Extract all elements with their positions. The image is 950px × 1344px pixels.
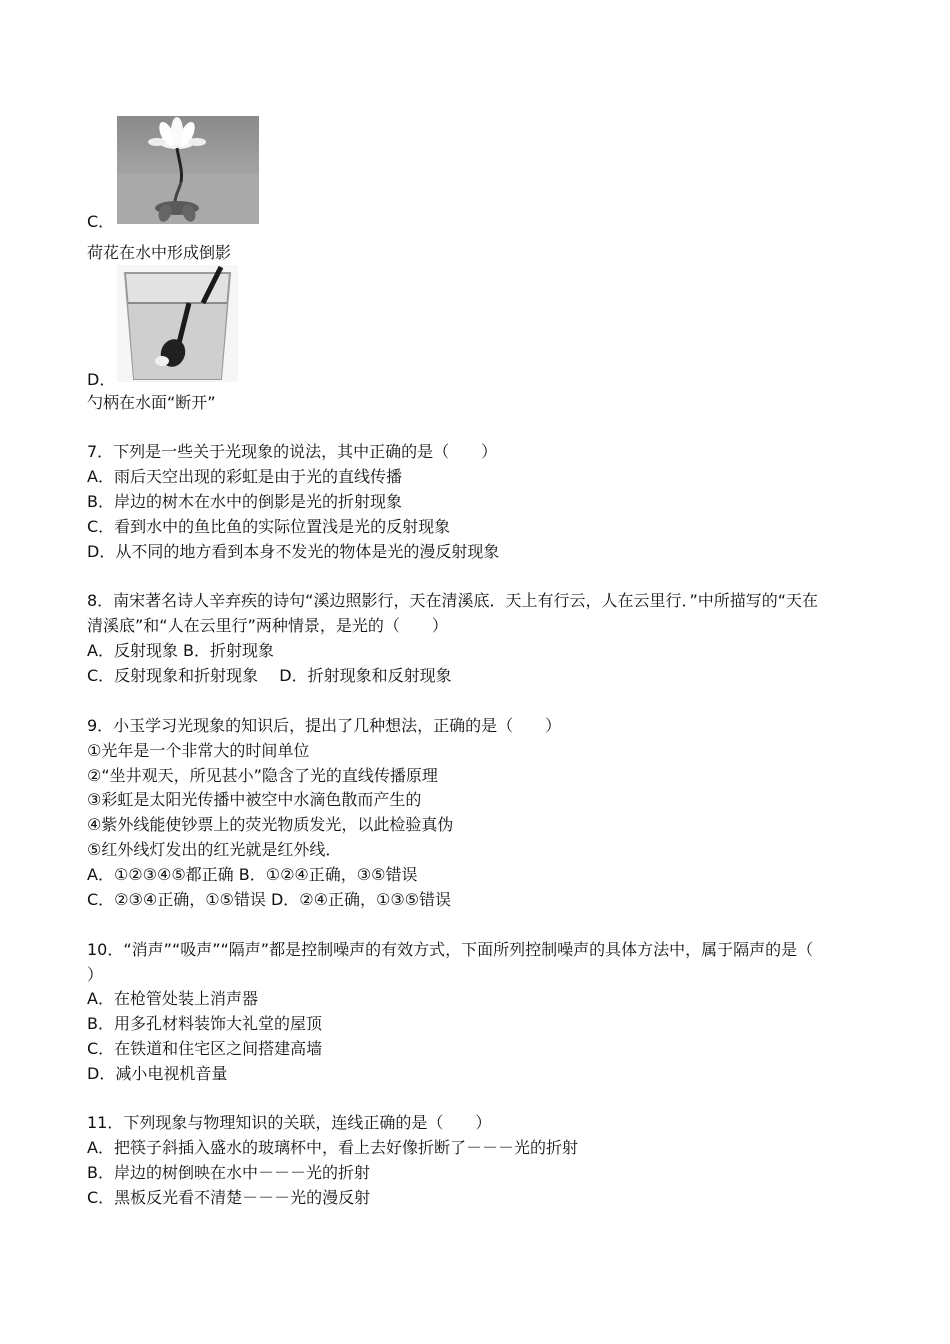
q11-stem: 11．下列现象与物理知识的关联，连线正确的是（ ） [87,1113,492,1132]
q9-options-cd: C．②③④正确，①⑤错误 D．②④正确，①③⑤错误 [87,890,452,909]
q9-statement-3: ③彩虹是太阳光传播中被空中水滴色散而产生的 [87,790,422,809]
q10-option-b: B．用多孔材料装饰大礼堂的屋顶 [87,1014,322,1033]
q9-statement-1: ①光年是一个非常大的时间单位 [87,741,310,760]
q7-stem: 7．下列是一些关于光现象的说法，其中正确的是（ ） [87,442,498,461]
lotus-reflection-image [117,116,259,224]
q9-statement-4: ④紫外线能使钞票上的荧光物质发光，以此检验真伪 [87,815,454,834]
q10-option-a: A．在枪管处装上消声器 [87,989,258,1008]
q7-option-b: B．岸边的树木在水中的倒影是光的折射现象 [87,492,402,511]
q9-statement-5: ⑤红外线灯发出的红光就是红外线． [87,840,342,859]
q9-statement-2: ②“坐井观天，所见甚小”隐含了光的直线传播原理 [87,766,438,785]
q7-option-d: D．从不同的地方看到本身不发光的物体是光的漫反射现象 [87,542,500,561]
q10-option-d: D．减小电视机音量 [87,1064,228,1083]
q10-stem-line2: ） [87,965,104,984]
q11-option-c: C．黑板反光看不清楚－－－光的漫反射 [87,1188,371,1207]
q10-stem-line1: 10．“消声”“吸声”“隔声”都是控制噪声的有效方式，下面所列控制噪声的具体方法中，属于隔声的是（ [87,940,814,959]
q8-stem-line2: 清溪底”和“人在云里行”两种情景，是光的（ ） [87,616,448,635]
option-d-label: D． [87,370,116,389]
q8-stem-line1: 8．南宋著名诗人辛弃疾的诗句“溪边照影行，天在清溪底．天上有行云，人在云里行．”中所描写的“天在 [87,591,819,610]
q8-options-ab: A．反射现象 B．折射现象 [87,641,275,660]
option-d-caption: 勺柄在水面“断开” [87,393,216,412]
q9-stem: 9．小玉学习光现象的知识后，提出了几种想法，正确的是（ ） [87,716,562,735]
option-c-caption: 荷花在水中形成倒影 [87,243,232,262]
q9-options-ab: A．①②③④⑤都正确 B．①②④正确，③⑤错误 [87,865,418,884]
q7-option-c: C．看到水中的鱼比鱼的实际位置浅是光的反射现象 [87,517,451,536]
spoon-in-glass-image [117,265,238,382]
q7-option-a: A．雨后天空出现的彩虹是由于光的直线传播 [87,467,402,486]
q8-options-cd: C．反射现象和折射现象 D．折射现象和反射现象 [87,666,452,685]
q11-option-a: A．把筷子斜插入盛水的玻璃杯中，看上去好像折断了－－－光的折射 [87,1138,578,1157]
option-c-label: C． [87,212,115,231]
q10-option-c: C．在铁道和住宅区之间搭建高墙 [87,1039,323,1058]
q11-option-b: B．岸边的树倒映在水中－－－光的折射 [87,1163,370,1182]
